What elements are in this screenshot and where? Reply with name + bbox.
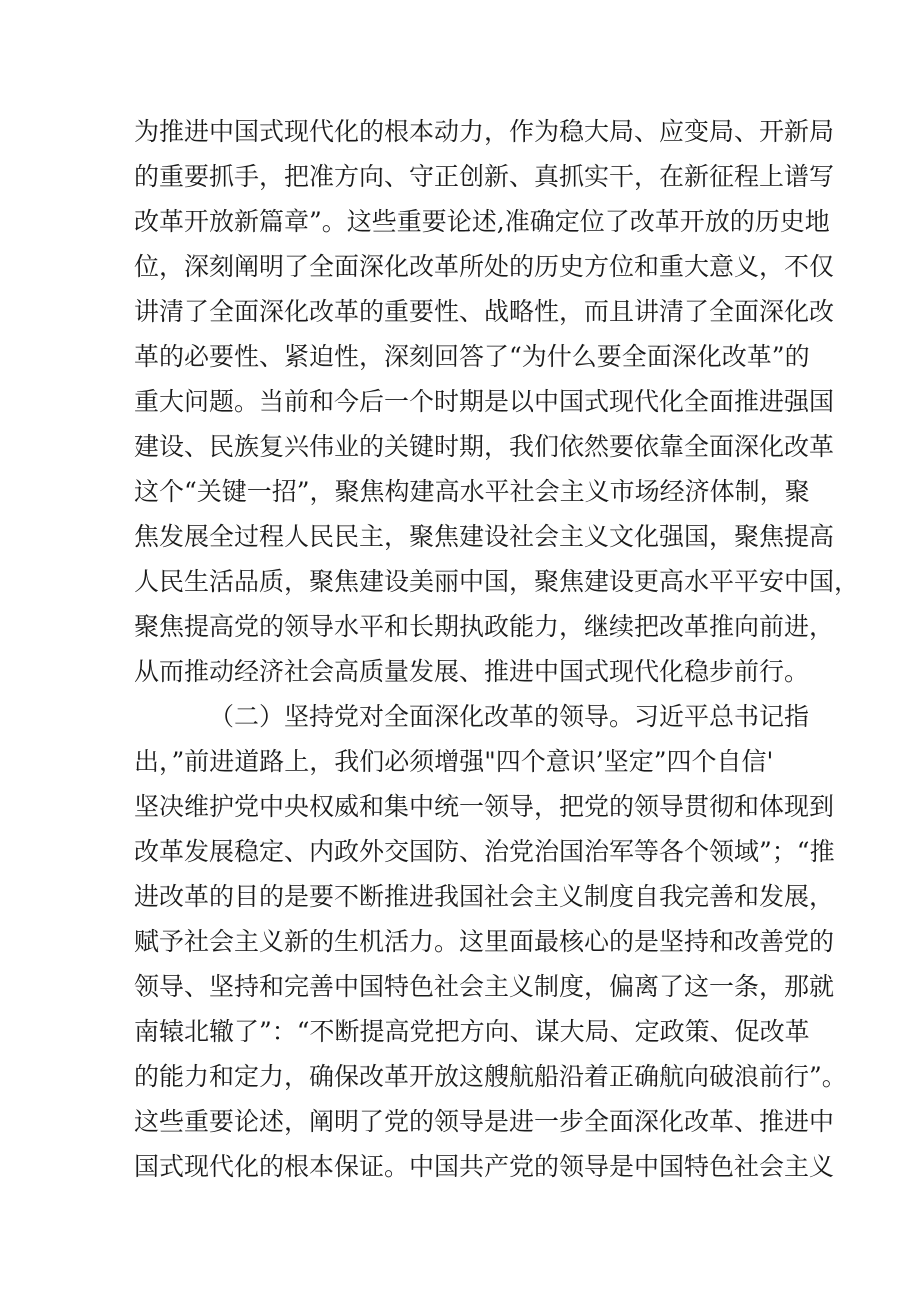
text-line: 建设、民族复兴伟业的关键时期，我们依然要依靠全面深化改革 (134, 432, 835, 461)
text-line: 赋予社会主义新的生机活力。这里面最核心的是坚持和改善党的 (134, 927, 835, 956)
text-line: 讲清了全面深化改革的重要性、战略性，而且讲清了全面深化改 (134, 297, 835, 326)
text-line: 改革发展稳定、内政外交国防、治党治国治军等各个领域”；“推 (134, 837, 835, 866)
text-line: 南辕北辙了”：“不断提高党把方向、谋大局、定政策、促改革 (134, 1017, 810, 1046)
text-line: 位，深刻阐明了全面深化改革所处的历史方位和重大意义，不仅 (134, 252, 835, 281)
text-line: 革的必要性、紧迫性，深刻回答了“为什么要全面深化改革”的 (134, 342, 810, 371)
text-line: 焦发展全过程人民民主，聚焦建设社会主义文化强国，聚焦提高 (134, 522, 835, 551)
text-line: 重大问题。当前和今后一个时期是以中国式现代化全面推进强国 (134, 387, 835, 416)
text-line: 改革开放新篇章”。这些重要论述,准确定位了改革开放的历史地 (134, 207, 830, 236)
text-line: 国式现代化的根本保证。中国共产党的领导是中国特色社会主义 (134, 1152, 835, 1181)
text-line: 这些重要论述，阐明了党的领导是进一步全面深化改革、推进中 (134, 1107, 835, 1136)
text-line: 领导、坚持和完善中国特色社会主义制度，偏离了这一条，那就 (134, 972, 835, 1001)
text-line: 进改革的目的是要不断推进我国社会主义制度自我完善和发展， (134, 882, 835, 911)
body-text (134, 109, 860, 1189)
text-line: 这个“关键一招”，聚焦构建高水平社会主义市场经济体制，聚 (134, 477, 810, 506)
text-line: 聚焦提高党的领导水平和长期执政能力，继续把改革推向前进， (134, 612, 835, 641)
text-line: 的重要抓手，把准方向、守正创新、真抓实干，在新征程上谱写 (134, 162, 835, 191)
text-line: 坚决维护党中央权威和集中统一领导，把党的领导贯彻和体现到 (134, 792, 835, 821)
text-line: 的能力和定力，确保改革开放这艘航船沿着正确航向破浪前行”。 (134, 1062, 847, 1091)
section-heading-line: （二）坚持党对全面深化改革的领导。习近平总书记指 (209, 702, 810, 731)
text-line: 从而推动经济社会高质量发展、推进中国式现代化稳步前行。 (134, 657, 810, 686)
text-line: 人民生活品质，聚焦建设美丽中国，聚焦建设更高水平平安中国， (134, 567, 860, 596)
text-line: 出，”前进道路上，我们必须增强"四个意识’坚定”四个自信' (134, 747, 774, 776)
text-line: 为推进中国式现代化的根本动力，作为稳大局、应变局、开新局 (134, 117, 835, 146)
